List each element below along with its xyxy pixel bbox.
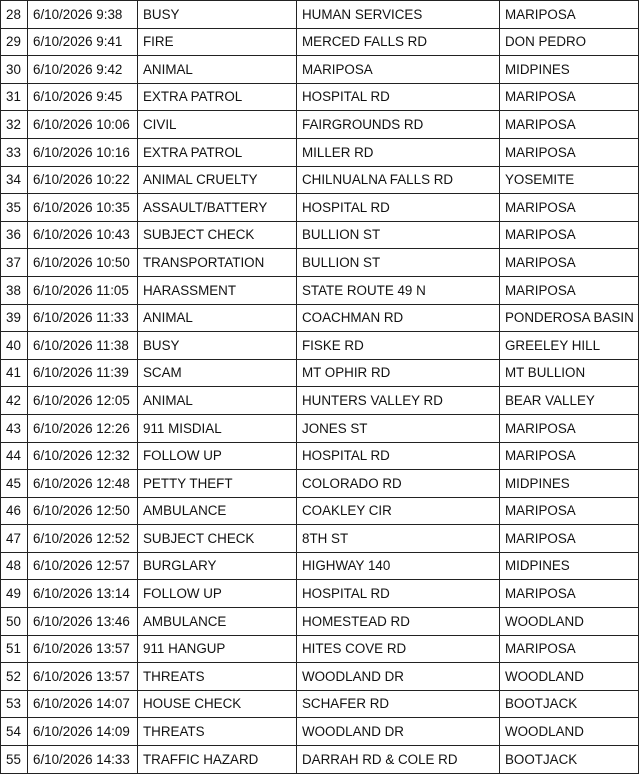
datetime-cell: 6/10/2026 12:50 xyxy=(28,497,138,525)
location-cell: FISKE RD xyxy=(297,332,500,360)
table-row xyxy=(1,470,639,498)
row-number-cell: 45 xyxy=(1,470,28,498)
datetime-cell: 6/10/2026 13:57 xyxy=(28,663,138,691)
row-number-cell: 53 xyxy=(1,690,28,718)
datetime-cell: 6/10/2026 14:09 xyxy=(28,718,138,746)
table-row xyxy=(1,414,639,442)
datetime-cell: 6/10/2026 9:41 xyxy=(28,28,138,56)
location-cell: FAIRGROUNDS RD xyxy=(297,111,500,139)
area-cell: DON PEDRO xyxy=(500,28,639,56)
call-type-cell: THREATS xyxy=(138,663,297,691)
area-cell: MARIPOSA xyxy=(500,221,639,249)
datetime-cell: 6/10/2026 12:05 xyxy=(28,387,138,415)
table-row xyxy=(1,359,639,387)
call-type-cell: ANIMAL xyxy=(138,56,297,84)
area-cell: MARIPOSA xyxy=(500,635,639,663)
table-row xyxy=(1,718,639,746)
row-number-cell: 37 xyxy=(1,249,28,277)
datetime-cell: 6/10/2026 10:35 xyxy=(28,194,138,222)
call-type-cell: BURGLARY xyxy=(138,552,297,580)
location-cell: STATE ROUTE 49 N xyxy=(297,276,500,304)
location-cell: COAKLEY CIR xyxy=(297,497,500,525)
area-cell: MARIPOSA xyxy=(500,580,639,608)
row-number-cell: 41 xyxy=(1,359,28,387)
row-number-cell: 50 xyxy=(1,608,28,636)
call-type-cell: PETTY THEFT xyxy=(138,470,297,498)
table-row xyxy=(1,249,639,277)
area-cell: MARIPOSA xyxy=(500,442,639,470)
call-type-cell: SUBJECT CHECK xyxy=(138,525,297,553)
area-cell: BOOTJACK xyxy=(500,746,639,774)
datetime-cell: 6/10/2026 10:06 xyxy=(28,111,138,139)
row-number-cell: 38 xyxy=(1,276,28,304)
row-number-cell: 40 xyxy=(1,332,28,360)
area-cell: MIDPINES xyxy=(500,470,639,498)
table-row xyxy=(1,56,639,84)
row-number-cell: 39 xyxy=(1,304,28,332)
call-type-cell: FOLLOW UP xyxy=(138,580,297,608)
call-type-cell: FOLLOW UP xyxy=(138,442,297,470)
table-row xyxy=(1,635,639,663)
datetime-cell: 6/10/2026 11:05 xyxy=(28,276,138,304)
area-cell: MARIPOSA xyxy=(500,194,639,222)
table-row xyxy=(1,166,639,194)
location-cell: HITES COVE RD xyxy=(297,635,500,663)
location-cell: COACHMAN RD xyxy=(297,304,500,332)
datetime-cell: 6/10/2026 14:33 xyxy=(28,746,138,774)
row-number-cell: 51 xyxy=(1,635,28,663)
table-row xyxy=(1,497,639,525)
row-number-cell: 46 xyxy=(1,497,28,525)
table-row xyxy=(1,221,639,249)
location-cell: HUMAN SERVICES xyxy=(297,1,500,29)
row-number-cell: 34 xyxy=(1,166,28,194)
table-row xyxy=(1,690,639,718)
table-row xyxy=(1,83,639,111)
row-number-cell: 52 xyxy=(1,663,28,691)
table-row xyxy=(1,663,639,691)
table-row xyxy=(1,387,639,415)
location-cell: MILLER RD xyxy=(297,138,500,166)
area-cell: MARIPOSA xyxy=(500,111,639,139)
area-cell: WOODLAND xyxy=(500,663,639,691)
table-row xyxy=(1,580,639,608)
table-row xyxy=(1,608,639,636)
area-cell: MARIPOSA xyxy=(500,138,639,166)
call-type-cell: ANIMAL xyxy=(138,387,297,415)
location-cell: HOMESTEAD RD xyxy=(297,608,500,636)
area-cell: MARIPOSA xyxy=(500,83,639,111)
call-type-cell: ANIMAL xyxy=(138,304,297,332)
row-number-cell: 44 xyxy=(1,442,28,470)
table-row xyxy=(1,1,639,29)
table-row xyxy=(1,111,639,139)
location-cell: SCHAFER RD xyxy=(297,690,500,718)
location-cell: BULLION ST xyxy=(297,221,500,249)
table-row xyxy=(1,525,639,553)
call-type-cell: 911 MISDIAL xyxy=(138,414,297,442)
row-number-cell: 55 xyxy=(1,746,28,774)
row-number-cell: 42 xyxy=(1,387,28,415)
row-number-cell: 31 xyxy=(1,83,28,111)
call-type-cell: EXTRA PATROL xyxy=(138,83,297,111)
location-cell: WOODLAND DR xyxy=(297,663,500,691)
datetime-cell: 6/10/2026 11:38 xyxy=(28,332,138,360)
datetime-cell: 6/10/2026 12:48 xyxy=(28,470,138,498)
row-number-cell: 47 xyxy=(1,525,28,553)
location-cell: 8TH ST xyxy=(297,525,500,553)
location-cell: HOSPITAL RD xyxy=(297,442,500,470)
table-row xyxy=(1,746,639,774)
call-type-cell: AMBULANCE xyxy=(138,497,297,525)
row-number-cell: 35 xyxy=(1,194,28,222)
call-type-cell: ANIMAL CRUELTY xyxy=(138,166,297,194)
area-cell: BOOTJACK xyxy=(500,690,639,718)
call-type-cell: HOUSE CHECK xyxy=(138,690,297,718)
call-type-cell: AMBULANCE xyxy=(138,608,297,636)
location-cell: JONES ST xyxy=(297,414,500,442)
datetime-cell: 6/10/2026 10:16 xyxy=(28,138,138,166)
call-type-cell: FIRE xyxy=(138,28,297,56)
location-cell: HOSPITAL RD xyxy=(297,580,500,608)
table-row xyxy=(1,552,639,580)
table-row xyxy=(1,194,639,222)
location-cell: WOODLAND DR xyxy=(297,718,500,746)
row-number-cell: 43 xyxy=(1,414,28,442)
datetime-cell: 6/10/2026 10:22 xyxy=(28,166,138,194)
datetime-cell: 6/10/2026 12:57 xyxy=(28,552,138,580)
area-cell: MARIPOSA xyxy=(500,249,639,277)
table-row xyxy=(1,304,639,332)
location-cell: HIGHWAY 140 xyxy=(297,552,500,580)
location-cell: HUNTERS VALLEY RD xyxy=(297,387,500,415)
row-number-cell: 28 xyxy=(1,1,28,29)
datetime-cell: 6/10/2026 14:07 xyxy=(28,690,138,718)
call-type-cell: 911 HANGUP xyxy=(138,635,297,663)
location-cell: MERCED FALLS RD xyxy=(297,28,500,56)
call-type-cell: CIVIL xyxy=(138,111,297,139)
row-number-cell: 29 xyxy=(1,28,28,56)
location-cell: MT OPHIR RD xyxy=(297,359,500,387)
row-number-cell: 54 xyxy=(1,718,28,746)
area-cell: MT BULLION xyxy=(500,359,639,387)
call-type-cell: SUBJECT CHECK xyxy=(138,221,297,249)
area-cell: WOODLAND xyxy=(500,718,639,746)
area-cell: MIDPINES xyxy=(500,56,639,84)
datetime-cell: 6/10/2026 13:14 xyxy=(28,580,138,608)
datetime-cell: 6/10/2026 11:33 xyxy=(28,304,138,332)
table-row xyxy=(1,332,639,360)
datetime-cell: 6/10/2026 9:38 xyxy=(28,1,138,29)
call-type-cell: TRANSPORTATION xyxy=(138,249,297,277)
area-cell: MARIPOSA xyxy=(500,1,639,29)
table-row xyxy=(1,138,639,166)
table-row xyxy=(1,28,639,56)
area-cell: MIDPINES xyxy=(500,552,639,580)
location-cell: HOSPITAL RD xyxy=(297,83,500,111)
call-type-cell: HARASSMENT xyxy=(138,276,297,304)
row-number-cell: 32 xyxy=(1,111,28,139)
location-cell: COLORADO RD xyxy=(297,470,500,498)
area-cell: MARIPOSA xyxy=(500,497,639,525)
call-type-cell: TRAFFIC HAZARD xyxy=(138,746,297,774)
area-cell: BEAR VALLEY xyxy=(500,387,639,415)
row-number-cell: 49 xyxy=(1,580,28,608)
area-cell: MARIPOSA xyxy=(500,414,639,442)
call-type-cell: EXTRA PATROL xyxy=(138,138,297,166)
location-cell: MARIPOSA xyxy=(297,56,500,84)
datetime-cell: 6/10/2026 10:50 xyxy=(28,249,138,277)
datetime-cell: 6/10/2026 12:26 xyxy=(28,414,138,442)
call-type-cell: BUSY xyxy=(138,332,297,360)
datetime-cell: 6/10/2026 12:32 xyxy=(28,442,138,470)
table-row xyxy=(1,442,639,470)
location-cell: DARRAH RD & COLE RD xyxy=(297,746,500,774)
datetime-cell: 6/10/2026 11:39 xyxy=(28,359,138,387)
row-number-cell: 48 xyxy=(1,552,28,580)
datetime-cell: 6/10/2026 9:45 xyxy=(28,83,138,111)
call-type-cell: ASSAULT/BATTERY xyxy=(138,194,297,222)
area-cell: YOSEMITE xyxy=(500,166,639,194)
row-number-cell: 30 xyxy=(1,56,28,84)
row-number-cell: 33 xyxy=(1,138,28,166)
location-cell: CHILNUALNA FALLS RD xyxy=(297,166,500,194)
datetime-cell: 6/10/2026 12:52 xyxy=(28,525,138,553)
area-cell: GREELEY HILL xyxy=(500,332,639,360)
row-number-cell: 36 xyxy=(1,221,28,249)
call-type-cell: BUSY xyxy=(138,1,297,29)
datetime-cell: 6/10/2026 13:46 xyxy=(28,608,138,636)
datetime-cell: 6/10/2026 9:42 xyxy=(28,56,138,84)
datetime-cell: 6/10/2026 13:57 xyxy=(28,635,138,663)
call-log-body xyxy=(1,1,639,774)
area-cell: MARIPOSA xyxy=(500,525,639,553)
area-cell: WOODLAND xyxy=(500,608,639,636)
area-cell: MARIPOSA xyxy=(500,276,639,304)
location-cell: HOSPITAL RD xyxy=(297,194,500,222)
location-cell: BULLION ST xyxy=(297,249,500,277)
table-row xyxy=(1,276,639,304)
call-type-cell: THREATS xyxy=(138,718,297,746)
call-type-cell: SCAM xyxy=(138,359,297,387)
area-cell: PONDEROSA BASIN xyxy=(500,304,639,332)
datetime-cell: 6/10/2026 10:43 xyxy=(28,221,138,249)
